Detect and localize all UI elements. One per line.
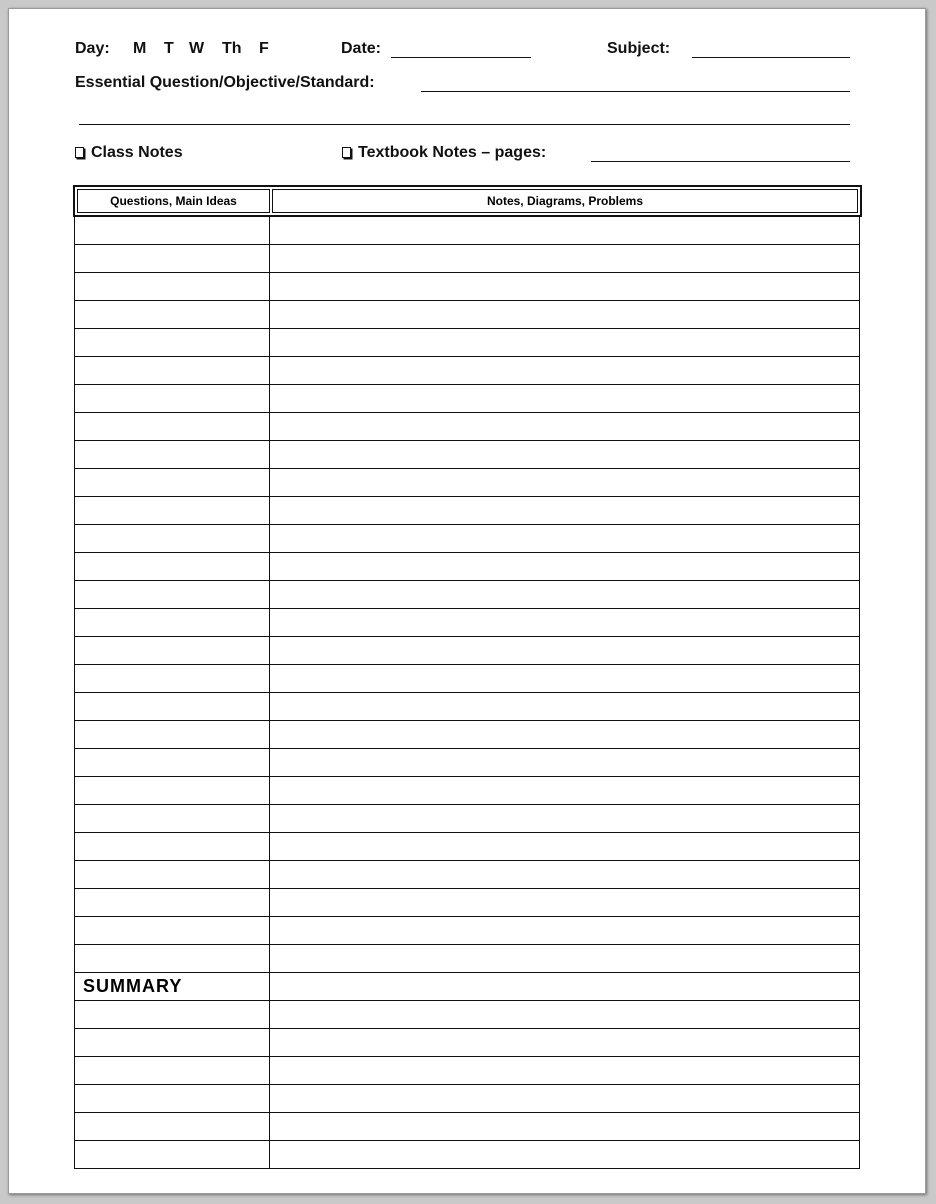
textbook-notes-label: Textbook Notes – pages: <box>358 144 547 161</box>
table-row[interactable] <box>75 637 859 665</box>
row-cell-questions[interactable] <box>75 1085 270 1112</box>
notes-table-header <box>73 185 862 217</box>
row-cell-questions[interactable] <box>75 301 270 328</box>
row-cell-questions[interactable] <box>75 665 270 692</box>
table-row[interactable] <box>75 553 859 581</box>
row-cell-questions[interactable] <box>75 581 270 608</box>
table-row[interactable] <box>75 609 859 637</box>
essential-question-field-line2[interactable] <box>79 124 850 125</box>
row-cell-questions[interactable] <box>75 1001 270 1028</box>
essential-question-field[interactable] <box>421 91 850 92</box>
table-row[interactable] <box>75 441 859 469</box>
notes-table-body <box>74 217 860 1169</box>
day-option-m[interactable]: M <box>133 40 147 57</box>
row-cell-questions[interactable] <box>75 749 270 776</box>
row-cell-questions[interactable] <box>75 413 270 440</box>
row-cell-questions[interactable] <box>75 385 270 412</box>
table-row[interactable] <box>75 833 859 861</box>
essential-question-label: Essential Question/Objective/Standard: <box>75 74 375 91</box>
row-cell-questions[interactable] <box>75 721 270 748</box>
row-cell-questions[interactable] <box>75 693 270 720</box>
checkbox-icon[interactable] <box>342 147 351 158</box>
row-cell-questions[interactable] <box>75 973 270 1000</box>
table-row[interactable] <box>75 329 859 357</box>
table-row[interactable] <box>75 1001 859 1029</box>
day-label: Day: <box>75 40 110 57</box>
subject-field[interactable] <box>692 57 850 58</box>
row-cell-questions[interactable] <box>75 917 270 944</box>
table-row[interactable] <box>75 1057 859 1085</box>
row-cell-questions[interactable] <box>75 217 270 244</box>
table-row[interactable] <box>75 665 859 693</box>
table-row[interactable] <box>75 1029 859 1057</box>
class-notes-label: Class Notes <box>91 144 183 161</box>
table-row[interactable] <box>75 217 859 245</box>
table-row[interactable] <box>75 273 859 301</box>
row-cell-questions[interactable] <box>75 1113 270 1140</box>
row-cell-questions[interactable] <box>75 357 270 384</box>
notes-page <box>8 8 926 1194</box>
table-row[interactable] <box>75 497 859 525</box>
row-cell-questions[interactable] <box>75 497 270 524</box>
table-row[interactable] <box>75 805 859 833</box>
summary-row[interactable] <box>75 973 859 1001</box>
row-cell-questions[interactable] <box>75 553 270 580</box>
table-row[interactable] <box>75 413 859 441</box>
row-cell-questions[interactable] <box>75 805 270 832</box>
table-row[interactable] <box>75 245 859 273</box>
row-cell-questions[interactable] <box>75 525 270 552</box>
summary-label: SUMMARY <box>83 976 183 996</box>
textbook-pages-field[interactable] <box>591 161 850 162</box>
textbook-notes-option[interactable] <box>342 145 546 161</box>
row-cell-questions[interactable] <box>75 1141 270 1168</box>
table-row[interactable] <box>75 693 859 721</box>
table-row[interactable] <box>75 357 859 385</box>
date-label: Date: <box>341 40 382 57</box>
table-row[interactable] <box>75 861 859 889</box>
row-cell-questions[interactable] <box>75 637 270 664</box>
day-option-w[interactable]: W <box>189 40 205 57</box>
table-row[interactable] <box>75 721 859 749</box>
day-option-t[interactable]: T <box>164 40 174 57</box>
row-cell-questions[interactable] <box>75 861 270 888</box>
class-notes-option[interactable] <box>75 145 183 161</box>
row-cell-questions[interactable] <box>75 945 270 972</box>
row-cell-questions[interactable] <box>75 889 270 916</box>
table-row[interactable] <box>75 749 859 777</box>
day-option-f[interactable]: F <box>259 40 269 57</box>
table-row[interactable] <box>75 581 859 609</box>
row-cell-questions[interactable] <box>75 245 270 272</box>
row-cell-questions[interactable] <box>75 777 270 804</box>
table-row[interactable] <box>75 385 859 413</box>
row-cell-questions[interactable] <box>75 1029 270 1056</box>
table-row[interactable] <box>75 525 859 553</box>
header-notes-diagrams-problems: Notes, Diagrams, Problems <box>272 189 858 213</box>
table-row[interactable] <box>75 1113 859 1141</box>
table-row[interactable] <box>75 301 859 329</box>
table-row[interactable] <box>75 1141 859 1169</box>
table-row[interactable] <box>75 889 859 917</box>
table-row[interactable] <box>75 917 859 945</box>
table-row[interactable] <box>75 469 859 497</box>
table-row[interactable] <box>75 777 859 805</box>
row-cell-questions[interactable] <box>75 441 270 468</box>
table-row[interactable] <box>75 1085 859 1113</box>
row-cell-questions[interactable] <box>75 1057 270 1084</box>
row-cell-questions[interactable] <box>75 833 270 860</box>
checkbox-icon[interactable] <box>75 147 84 158</box>
date-field[interactable] <box>391 57 531 58</box>
subject-label: Subject: <box>607 40 671 57</box>
row-cell-questions[interactable] <box>75 609 270 636</box>
day-option-th[interactable]: Th <box>222 40 242 57</box>
row-cell-questions[interactable] <box>75 469 270 496</box>
row-cell-questions[interactable] <box>75 273 270 300</box>
header-questions-main-ideas: Questions, Main Ideas <box>77 189 270 213</box>
row-cell-questions[interactable] <box>75 329 270 356</box>
table-row[interactable] <box>75 945 859 973</box>
